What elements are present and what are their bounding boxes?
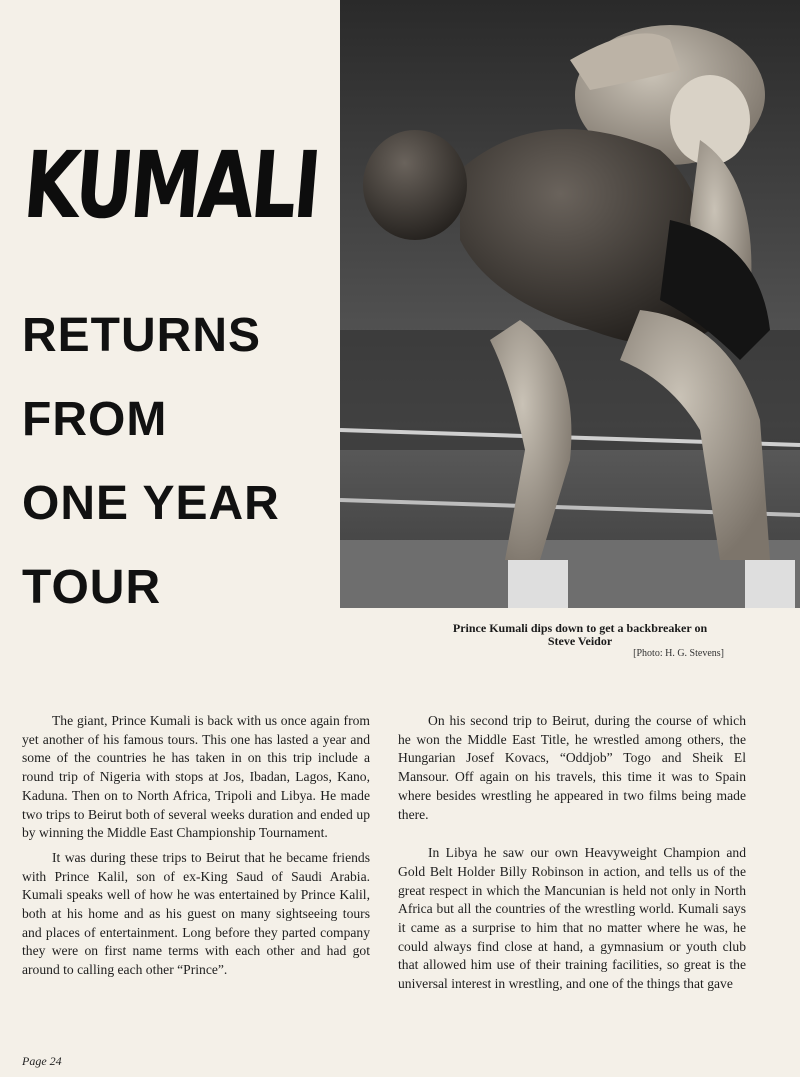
headline-line-4: TOUR <box>22 561 162 614</box>
headline-line-1: RETURNS <box>22 309 262 362</box>
photo-caption <box>360 622 800 648</box>
article-column-left <box>22 712 370 986</box>
caption-line-1: Prince Kumali dips down to get a backbreaker on <box>452 621 708 635</box>
article-column-right <box>398 712 746 1000</box>
headline-block <box>19 132 340 630</box>
headline-line-3: ONE YEAR <box>22 477 280 530</box>
article-paragraph: It was during these trips to Beirut that he became friends with Prince Kalil, son of ex-King Saud of Saudi Arabia. Kumali speaks well of how he was entertained by Prince Kalil, both at his home and as his guest on many sightseeing tours and places of entertainment. Long before they parted company they were on first name terms with each other and had got around to calling each other “Prince”. <box>22 849 370 978</box>
headline-text <box>22 294 340 630</box>
article-paragraph: In Libya he saw our own Heavyweight Champion and Gold Belt Holder Billy Robinson in action, and tells us of the great respect in which the Mancunian is held not only in North Africa but all the countries of the wrestling world. Kumali says it came as a surprise to him that no matter where he was, he could always find close at hand, a gymnasium or youth club that allowed him use of their training facilities, so great is the universal interest in wrestling, and one of the things that gave <box>398 845 746 992</box>
photo-credit: [Photo: H. G. Stevens] <box>633 648 724 659</box>
headline-name: KUMALI <box>19 132 322 239</box>
wrestling-photo <box>340 0 800 608</box>
article-paragraph: The giant, Prince Kumali is back with us once again from yet another of his famous tours. This one has lasted a year and some of the countries he has taken in on this trip include a round trip of Nigeria with stops at Jos, Ibadan, Lagos, Kano, Kaduna. Then on to North Africa, Tripoli and Libya. He made two trips to Beirut both of several weeks duration and ended up by winning the Middle East Championship Tournament. <box>22 713 370 841</box>
headline-line-2: FROM <box>22 393 168 446</box>
page-number: Page 24 <box>22 1054 62 1068</box>
article-paragraph: On his second trip to Beirut, during the course of which he won the Middle East Title, he wrestled among others, the Hungarian Josef Kovacs, “Oddjob” Togo and Sheik El Mansour. Off again on his travels, this time it was to Spain where besides wrestling he appeared in two films being made there. <box>398 713 746 822</box>
caption-line-2: Steve Veidor <box>547 634 613 648</box>
wrestling-photo-illustration <box>340 0 800 608</box>
